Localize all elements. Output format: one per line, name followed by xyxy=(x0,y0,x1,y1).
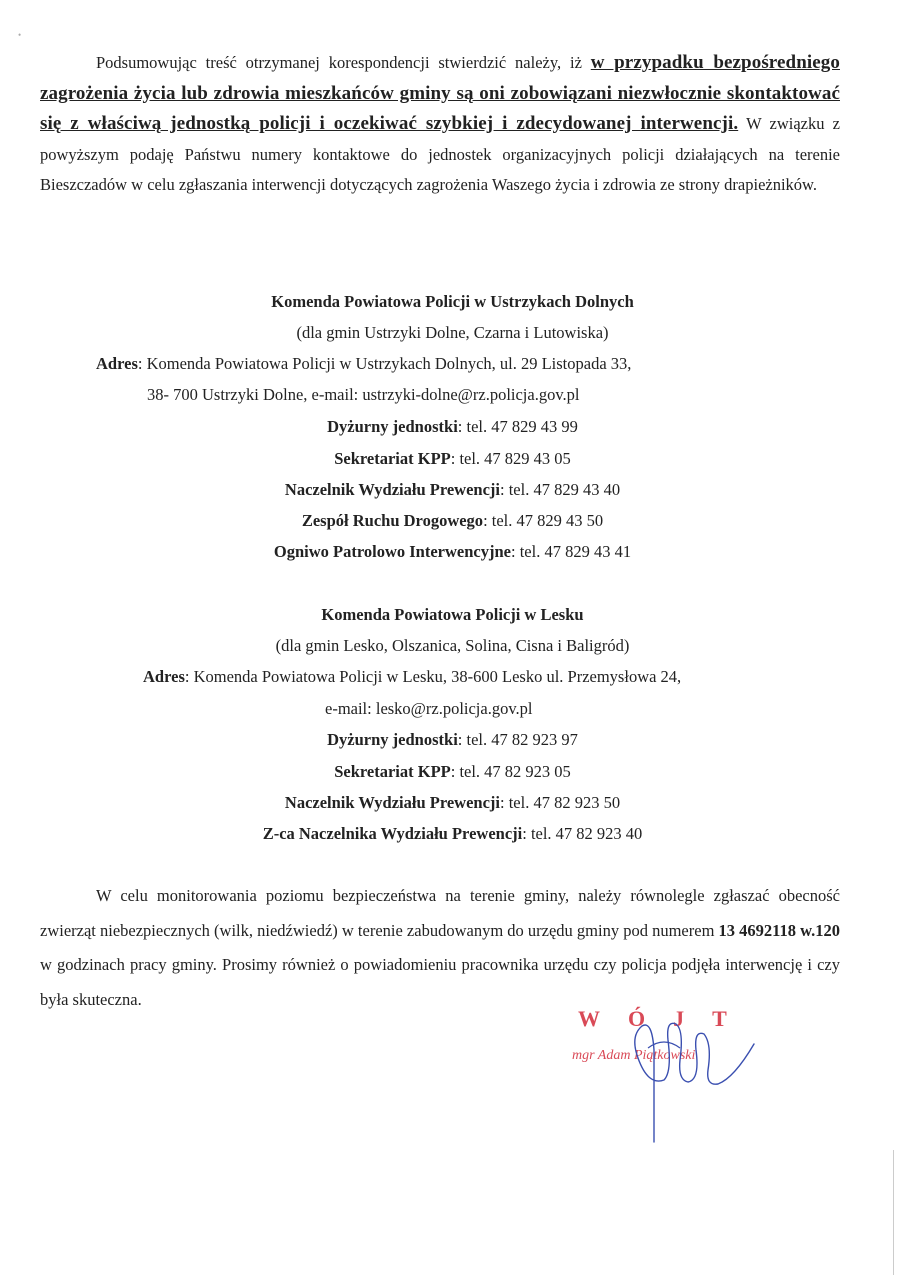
paragraph-1 xyxy=(40,48,840,201)
paragraph-2 xyxy=(40,879,840,1017)
ustrzyki-contact: Ogniwo Patrolowo Interwencyjne: tel. 47 829 43 41 xyxy=(273,542,632,561)
ustrzyki-contact: Zespół Ruchu Drogowego: tel. 47 829 43 50 xyxy=(301,511,604,530)
ustrzyki-subtitle: (dla gmin Ustrzyki Dolne, Czarna i Lutowiska) xyxy=(296,323,609,342)
lesko-contact: Naczelnik Wydziału Prewencji: tel. 47 82 923 50 xyxy=(284,793,621,812)
handwritten-signature xyxy=(568,1000,768,1150)
paragraph-1-rest: W związku z powyższym podaję Państwu numery kontaktowe do jednostek organizacyjnych policji działających na terenie Bieszczadów w celu zgłaszania interwencji dotyczących zagrożenia Waszego życia i zdrowia ze strony drapieżników. xyxy=(40,114,840,194)
paragraph-1-emphasis: w przypadku bezpośredniego zagrożenia życia lub zdrowia mieszkańców gminy są oni zobowiązani niezwłocznie skontaktować się z właściwą jednostką policji i oczekiwać szybkiej i zdecydowanej interwencji. xyxy=(40,52,840,134)
ustrzyki-contact: Sekretariat KPP: tel. 47 829 43 05 xyxy=(334,449,571,468)
lesko-contact: Dyżurny jednostki: tel. 47 82 923 97 xyxy=(327,730,578,749)
lesko-subtitle: (dla gmin Lesko, Olszanica, Solina, Cisna i Baligród) xyxy=(275,636,630,655)
ustrzyki-title: Komenda Powiatowa Policji w Ustrzykach Dolnych xyxy=(271,292,634,311)
wojt-stamp xyxy=(568,1000,768,1150)
stamp-title: WÓJT xyxy=(578,1006,755,1031)
signature-stroke xyxy=(635,1023,754,1142)
ustrzyki-contact: Dyżurny jednostki: tel. 47 829 43 99 xyxy=(327,417,578,436)
ustrzyki-contact: Naczelnik Wydziału Prewencji: tel. 47 829 43 40 xyxy=(284,480,621,499)
paragraph-1-intro: Podsumowując treść otrzymanej korespondencji stwierdzić należy, iż xyxy=(96,53,591,72)
ustrzyki-address-line-2: 38- 700 Ustrzyki Dolne, e-mail: ustrzyki-dolne@rz.policja.gov.pl xyxy=(147,385,580,404)
margin-dot: • xyxy=(18,30,22,40)
lesko-address-line-1: Adres: Komenda Powiatowa Policji w Lesku, 38-600 Lesko ul. Przemysłowa 24, xyxy=(143,667,682,686)
scan-edge xyxy=(893,1150,894,1275)
ustrzyki-address-line-1: Adres: Komenda Powiatowa Policji w Ustrzykach Dolnych, ul. 29 Listopada 33, xyxy=(96,354,632,373)
lesko-address-line-2: e-mail: lesko@rz.policja.gov.pl xyxy=(325,699,533,718)
lesko-title: Komenda Powiatowa Policji w Lesku xyxy=(321,605,584,624)
stamp-name: mgr Adam Piątkowski xyxy=(572,1048,696,1063)
paragraph-2-after: w godzinach pracy gminy. Prosimy również o powiadomieniu pracownika urzędu czy policja podjęła interwencję i czy była skuteczna. xyxy=(40,955,840,1009)
paragraph-2-number: 13 4692118 w.120 xyxy=(718,920,841,940)
paragraph-2-before: W celu monitorowania poziomu bezpieczeństwa na terenie gminy, należy równolegle zgłaszać obecność zwierząt niebezpiecznych (wilk, niedźwiedź) w terenie zabudowanym do urzędu gminy pod numerem xyxy=(40,886,840,940)
lesko-contact: Z-ca Naczelnika Wydziału Prewencji: tel. 47 82 923 40 xyxy=(262,824,643,843)
lesko-contact: Sekretariat KPP: tel. 47 82 923 05 xyxy=(334,762,571,781)
